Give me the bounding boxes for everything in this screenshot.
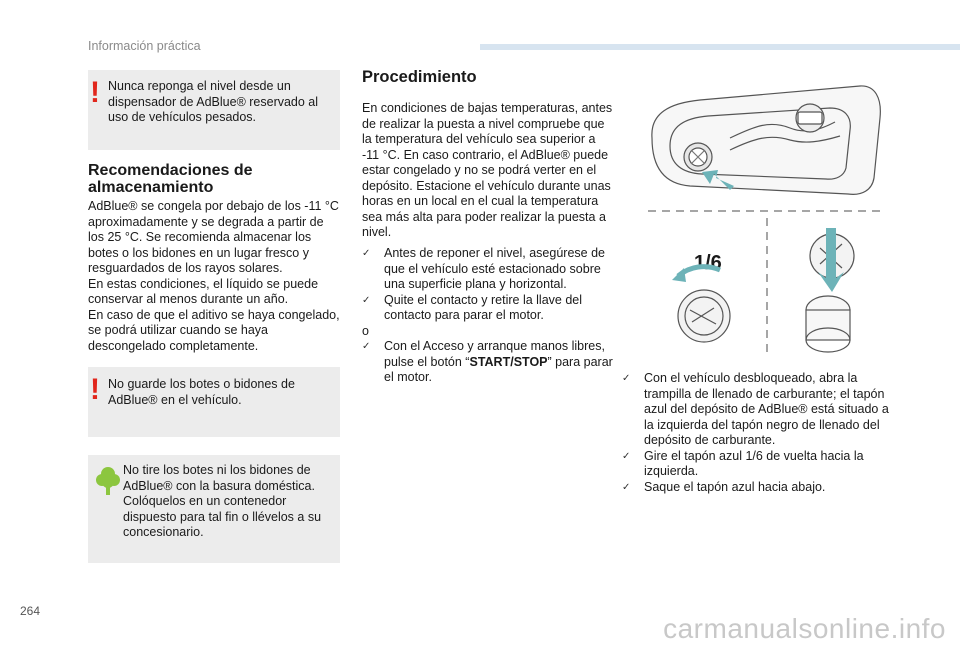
checkbox-icon: ✓ xyxy=(362,248,371,259)
step-text-suffix: ” para parar el motor. xyxy=(384,354,613,384)
step-text: Con el vehículo desbloqueado, abra la trampilla de llenado de carburante; el tapón azul del depósito de AdBlue® está situado a la izquierda del tapón negro de llenado del depósito de carburante. xyxy=(644,371,889,447)
list-item xyxy=(622,371,894,449)
step-text: Saque el tapón azul hacia abajo. xyxy=(644,479,826,494)
checkbox-icon: ✓ xyxy=(622,481,631,493)
step-text: Gire el tapón azul 1/6 de vuelta hacia la izquierda. xyxy=(644,448,864,478)
checkbox-icon: ✓ xyxy=(362,294,371,306)
procedure-steps-c xyxy=(622,371,894,495)
procedure-intro: En condiciones de bajas temperaturas, antes de realizar la puesta a nivel compruebe que la temperatura del vehículo sea superior a -11 °C. En caso contrario, el AdBlue® puede estar congelado y no se podrá verter en el depósito. Estacione el vehículo durante unas horas en un local en el cual la temperatura sea más alta para poder realizar la puesta a nivel. xyxy=(362,101,613,239)
procedure-title: Procedimiento xyxy=(362,68,477,86)
storage-body xyxy=(88,199,342,354)
storage-paragraph: AdBlue® se congela por debajo de los -11 °C aproximadamente y se degrada a partir de los 25 °C. Se recomienda almacenar los botes o los bidones en un lugar fresco y resguardados de los rayos solares. xyxy=(88,199,339,275)
exclamation-icon: ! xyxy=(90,76,100,109)
or-label: o xyxy=(362,323,369,338)
checkbox-icon: ✓ xyxy=(622,373,631,384)
step-text: Antes de reponer el nivel, asegúrese de que el vehículo esté estacionado sobre una superficie plana y horizontal. xyxy=(384,246,605,291)
rotation-label: 1/6 xyxy=(694,252,722,274)
eco-box xyxy=(88,455,340,563)
warning-box-heavy-vehicles xyxy=(88,70,340,150)
list-item xyxy=(362,339,616,386)
or-separator xyxy=(362,324,616,340)
cap-closeup-left xyxy=(678,290,730,342)
list-item xyxy=(622,480,894,496)
list-item xyxy=(622,449,894,480)
storage-paragraph: En caso de que el aditivo se haya congelado, se podrá utilizar cuando se haya descongelado completamente. xyxy=(88,307,340,353)
list-item xyxy=(362,246,616,293)
checkbox-icon: ✓ xyxy=(622,450,631,462)
watermark: carmanualsonline.info xyxy=(663,613,946,644)
storage-title-line2: almacenamiento xyxy=(88,179,214,196)
page-number: 264 xyxy=(20,604,41,618)
fuel-flap-drawing xyxy=(652,86,880,194)
checkbox-icon: ✓ xyxy=(362,341,371,352)
storage-title xyxy=(88,162,340,196)
warning-text-storage: No guarde los botes o bidones de AdBlue® en el vehículo. xyxy=(108,377,295,407)
start-stop-button-label: START/STOP xyxy=(469,354,548,369)
warning-text-heavy-vehicles: Nunca reponga el nivel desde un dispensador de AdBlue® reservado al uso de vehículos pesados. xyxy=(108,79,319,124)
storage-title-line1: Recomendaciones de xyxy=(88,162,253,179)
section-label: Información práctica xyxy=(88,39,201,53)
header-bar xyxy=(480,44,960,50)
exclamation-icon: ! xyxy=(90,373,100,406)
step-text: Quite el contacto y retire la llave del contacto para parar el motor. xyxy=(384,292,583,322)
step-text-prefix: Con el Acceso y arranque manos libres, pulse el botón “ xyxy=(384,339,605,369)
storage-paragraph: En estas condiciones, el líquido se puede conservar al menos durante un año. xyxy=(88,276,319,306)
tree-icon xyxy=(95,465,121,495)
list-item xyxy=(362,293,616,324)
warning-box-storage xyxy=(88,367,340,437)
adblue-filler-illustration xyxy=(630,78,890,368)
procedure-steps-a xyxy=(362,246,616,386)
eco-text: No tire los botes ni los bidones de AdBlue® con la basura doméstica. Colóquelos en un contenedor dispuesto para tal fin o llévelos a su concesionario. xyxy=(123,463,322,539)
